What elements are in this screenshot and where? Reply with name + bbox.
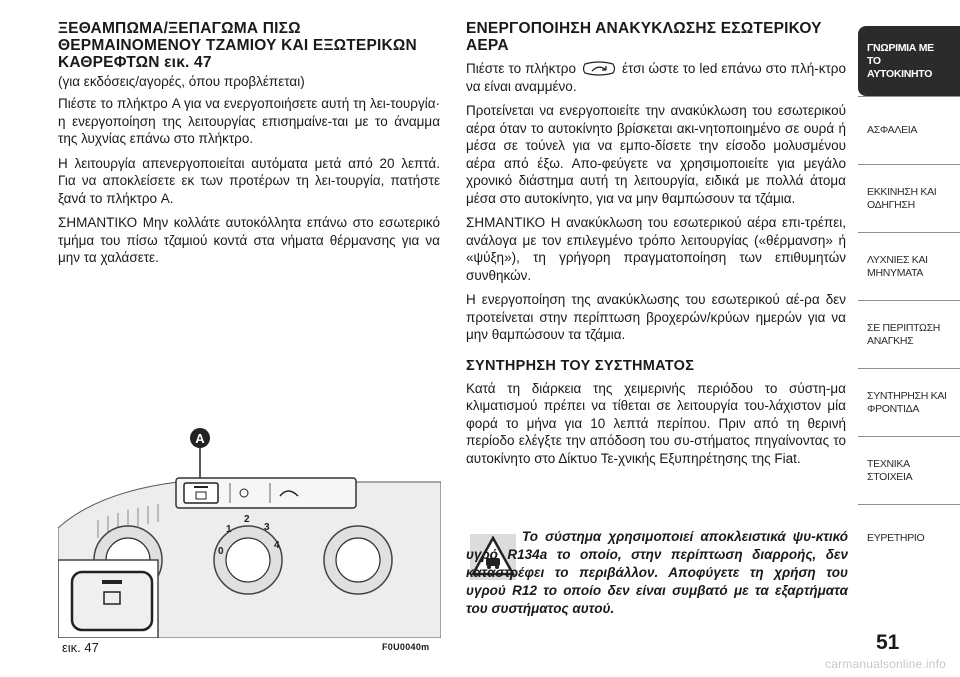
figure-code: F0U0040m <box>382 642 430 652</box>
section-heading-defrost: ΞΕΘΑΜΠΩΜΑ/ΞΕΠΑΓΩΜΑ ΠΙΣΩ ΘΕΡΜΑΙΝΟΜΕΝΟΥ ΤΖΑΜΙΟΥ ΚΑΙ ΕΞΩΤΕΡΙΚΩΝ ΚΑΘΡΕΦΤΩΝ εικ. 47 <box>58 20 417 71</box>
recirculation-icon <box>582 61 616 76</box>
page-number: 51 <box>876 631 900 654</box>
sidebar-tab-getting-to-know[interactable]: ΓΝΩΡΙΜΙΑ ΜΕ ΤΟ ΑΥΤΟΚΙΝΗΤΟ <box>858 26 960 96</box>
sidebar-tab-warning-lights[interactable]: ΛΥΧΝΙΕΣ ΚΑΙ ΜΗΝΥΜΑΤΑ <box>858 232 960 300</box>
recirculation-paragraph-1 <box>466 60 846 95</box>
figure-caption: εικ. 47 <box>62 640 99 655</box>
chapter-sidebar <box>858 26 960 572</box>
section-heading-recirculation: ΕΝΕΡΓΟΠΟΙΗΣΗ ΑΝΑΚΥΚΛΩΣΗΣ ΕΣΩΤΕΡΙΚΟΥ ΑΕΡΑ <box>466 20 822 54</box>
recirculation-paragraph-3: ΣΗΜΑΝΤΙΚΟ Η ανακύκλωση του εσωτερικού αέρα επι-τρέπει, ανάλογα με τον επιλεγμένο τρόπο λειτουργίας («θέρμανση» ή «ψύξη»), τη γρήγορη πραγματοποίηση των επιθυμητών συνθηκών. <box>466 215 846 283</box>
sidebar-tab-safety[interactable]: ΑΣΦΑΛΕΙΑ <box>858 96 960 164</box>
sidebar-tab-starting-driving[interactable]: ΕΚΚΙΝΗΣΗ ΚΑΙ ΟΔΗΓΗΣΗ <box>858 164 960 232</box>
watermark: carmanualsonline.info <box>825 657 946 671</box>
warning-text-block <box>466 528 848 618</box>
paragraph-2: Η λειτουργία απενεργοποιείται αυτόματα μετά από 20 λεπτά. Για να αποκλείσετε εκ των προτέρων τη λει-τουργία, πατήστε ξανά το πλήκτρο A. <box>58 155 440 206</box>
dial-number: 0 <box>218 546 224 557</box>
sidebar-tab-index[interactable]: ΕΥΡΕΤΗΡΙΟ <box>858 504 960 572</box>
left-column <box>58 20 440 274</box>
dial-number: 3 <box>264 522 270 533</box>
dial-number: 1 <box>226 524 232 535</box>
dial-number: 4 <box>274 540 280 551</box>
recirculation-text-after: έτσι ώστε το led επάνω στο πλή-κτρο να είναι αναμμένο. <box>466 61 846 94</box>
right-column <box>466 20 846 474</box>
maintenance-paragraph: Κατά τη διάρκεια της χειμερινής περιόδου το σύστη-μα κλιματισμού πρέπει να τίθεται σε λειτουργία του-λάχιστον μία φορά το μήνα για 10 λεπτά περίπου. Πριν από τη θερινή περίοδο ελέγξτε την απόδοση του συ-στήματος πηγαίνοντας το αυτοκίνητο στο Δίκτυο Τε-χνικής Εξυπηρέτησης της Fiat. <box>466 380 846 466</box>
dial-number: 2 <box>244 514 250 525</box>
section-heading-maintenance: ΣΥΝΤΗΡΗΣΗ ΤΟΥ ΣΥΣΤΗΜΑΤΟΣ <box>466 357 695 374</box>
section-subheading: (για εκδόσεις/αγορές, όπου προβλέπεται) <box>58 74 305 89</box>
figure-47 <box>58 420 441 638</box>
recirculation-text-before: Πιέστε το πλήκτρο <box>466 61 576 76</box>
warning-text: Το σύστημα χρησιμοποιεί αποκλειστικά ψυ-κτικό υγρό R134a το οποίο, στην περίπτωση διαρροής, δεν καταστρέφει το περιβάλλον. Αποφύγετε τη χρήση του υγρού R12 το οποίο δεν είναι συμβατό με τα εξαρτήματα του συστήματος αυτού. <box>466 529 848 616</box>
paragraph-3: ΣΗΜΑΝΤΙΚΟ Μην κολλάτε αυτοκόλλητα επάνω στο εσωτερικό τμήμα του πίσω τζαμιού κοντά στα νήματα θέρμανσης για να μην τα χαλάσετε. <box>58 215 440 265</box>
warning-box <box>466 520 850 638</box>
recirculation-paragraph-4: Η ενεργοποίηση της ανακύκλωσης του εσωτερικού αέ-ρα δεν προτείνεται στην περίπτωση βροχερών/κρύων ημερών για να μην θαμπώσουν τα τζάμια. <box>466 292 846 342</box>
sidebar-tab-technical-specs[interactable]: ΤΕΧΝΙΚΑ ΣΤΟΙΧΕΙΑ <box>858 436 960 504</box>
sidebar-tab-emergency[interactable]: ΣΕ ΠΕΡΙΠΤΩΣΗ ΑΝΑΓΚΗΣ <box>858 300 960 368</box>
climate-control-illustration <box>58 420 441 638</box>
callout-label: A <box>195 431 205 446</box>
sidebar-tab-maintenance[interactable]: ΣΥΝΤΗΡΗΣΗ ΚΑΙ ΦΡΟΝΤΙΔΑ <box>858 368 960 436</box>
paragraph-1: Πιέστε το πλήκτρο A για να ενεργοποιήσετε αυτή τη λει-τουργία· η ενεργοποίηση της λειτουργίας επισημαίνε-ται με το άναμμα της λυχνίας επάνω στο πλήκτρο. <box>58 96 440 146</box>
recirculation-paragraph-2: Προτείνεται να ενεργοποιείτε την ανακύκλωση του εσωτερικού αέρα όταν το αυτοκίνητο βρίσκεται ακι-νητοποιημένο σε ουρά ή μέσα σε τούνελ για να εμπο-δίσετε την είσοδο μολυσμένου αέρα από έξω. Απο-φεύγετε να χρησιμοποιείτε για μεγάλο χρονικό διάστημα αυτή τη λειτουργία, ειδικά με πολλά άτομα μέσα στο αυτοκίνητο, για να μην θαμπώσουν τα τζάμια. <box>466 103 846 206</box>
